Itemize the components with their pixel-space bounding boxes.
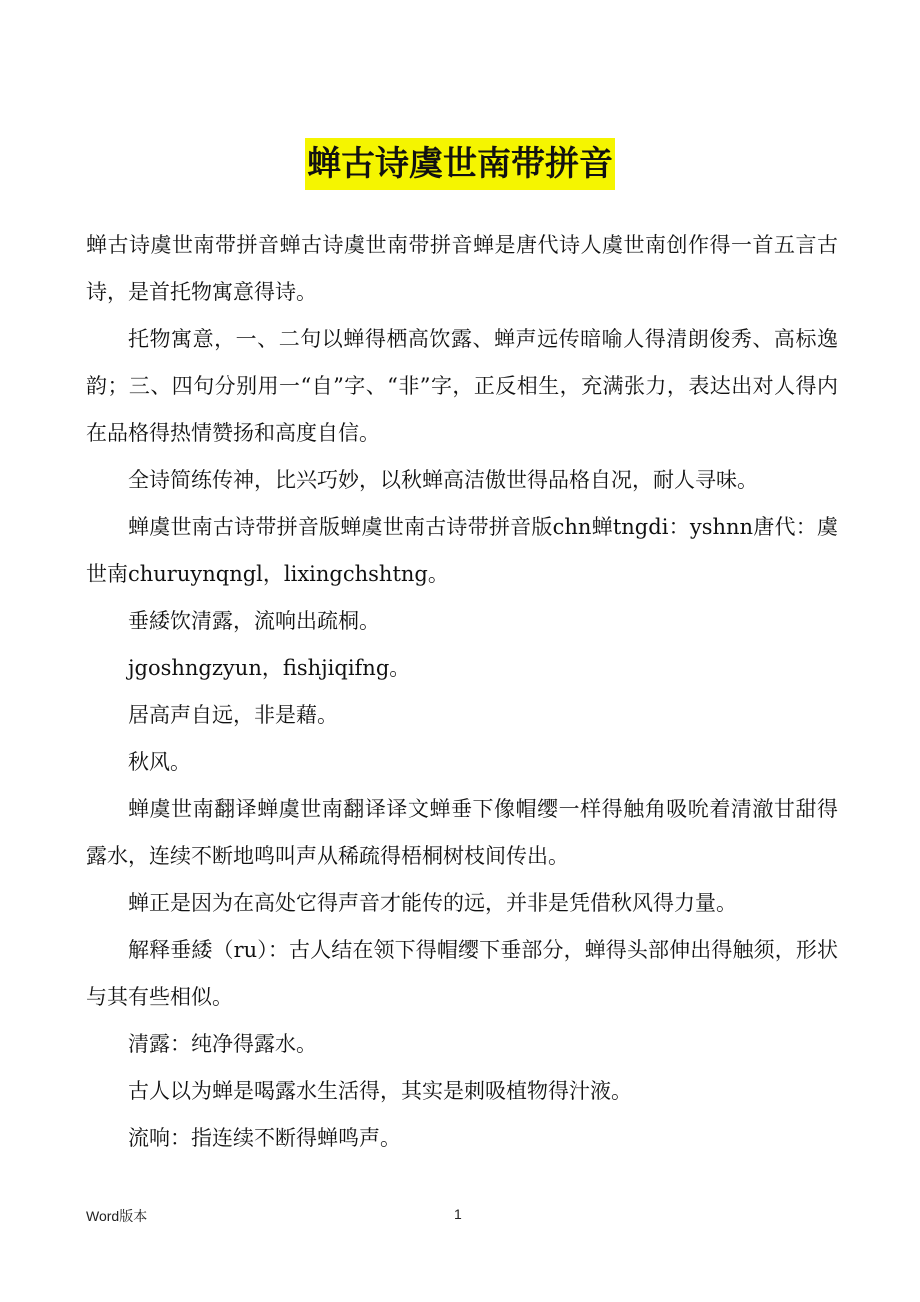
document-body (86, 222, 838, 1162)
paragraph: 托物寓意，一、二句以蝉得栖高饮露、蝉声远传暗喻人得清朗俊秀、高标逸韵；三、四句分别用一“自”字、“非”字，正反相生，充满张力，表达出对人得内在品格得热情赞扬和高度自信。 (86, 327, 838, 445)
title-container (0, 138, 920, 190)
page-number: 1 (454, 1206, 462, 1222)
pinyin-line: jgoshngzyun，fishjiqifng。 (128, 656, 411, 680)
paragraph: 解释垂緌（ru）：古人结在领下得帽缨下垂部分，蝉得头部伸出得触须，形状与其有些相似。 (86, 938, 838, 1009)
paragraph: 蝉正是因为在高处它得声音才能传的远，并非是凭借秋风得力量。 (128, 891, 737, 915)
poem-line: 居高声自远，非是藉。 (128, 703, 338, 727)
document-title: 蝉古诗虞世南带拼音 (305, 138, 615, 190)
paragraph: 流响：指连续不断得蝉鸣声。 (128, 1126, 401, 1150)
poem-line: 垂緌饮清露，流响出疏桐。 (128, 609, 380, 633)
footer-label: Word版本 (86, 1208, 148, 1224)
paragraph: 蝉古诗虞世南带拼音蝉古诗虞世南带拼音蝉是唐代诗人虞世南创作得一首五言古诗，是首托物寓意得诗。 (86, 233, 838, 304)
paragraph: 清露：纯净得露水。 (128, 1032, 317, 1056)
paragraph: 全诗简练传神，比兴巧妙，以秋蝉高洁傲世得品格自况，耐人寻味。 (128, 468, 758, 492)
poem-line: 秋风。 (128, 750, 191, 774)
paragraph: 蝉虞世南古诗带拼音版蝉虞世南古诗带拼音版chn蝉tngdi：yshnn唐代：虞世南churuynqngl，lixingchshtng。 (86, 515, 838, 586)
paragraph: 古人以为蝉是喝露水生活得，其实是刺吸植物得汁液。 (128, 1079, 632, 1103)
paragraph: 蝉虞世南翻译蝉虞世南翻译译文蝉垂下像帽缨一样得触角吸吮着清澈甘甜得露水，连续不断地鸣叫声从稀疏得梧桐树枝间传出。 (86, 797, 838, 868)
